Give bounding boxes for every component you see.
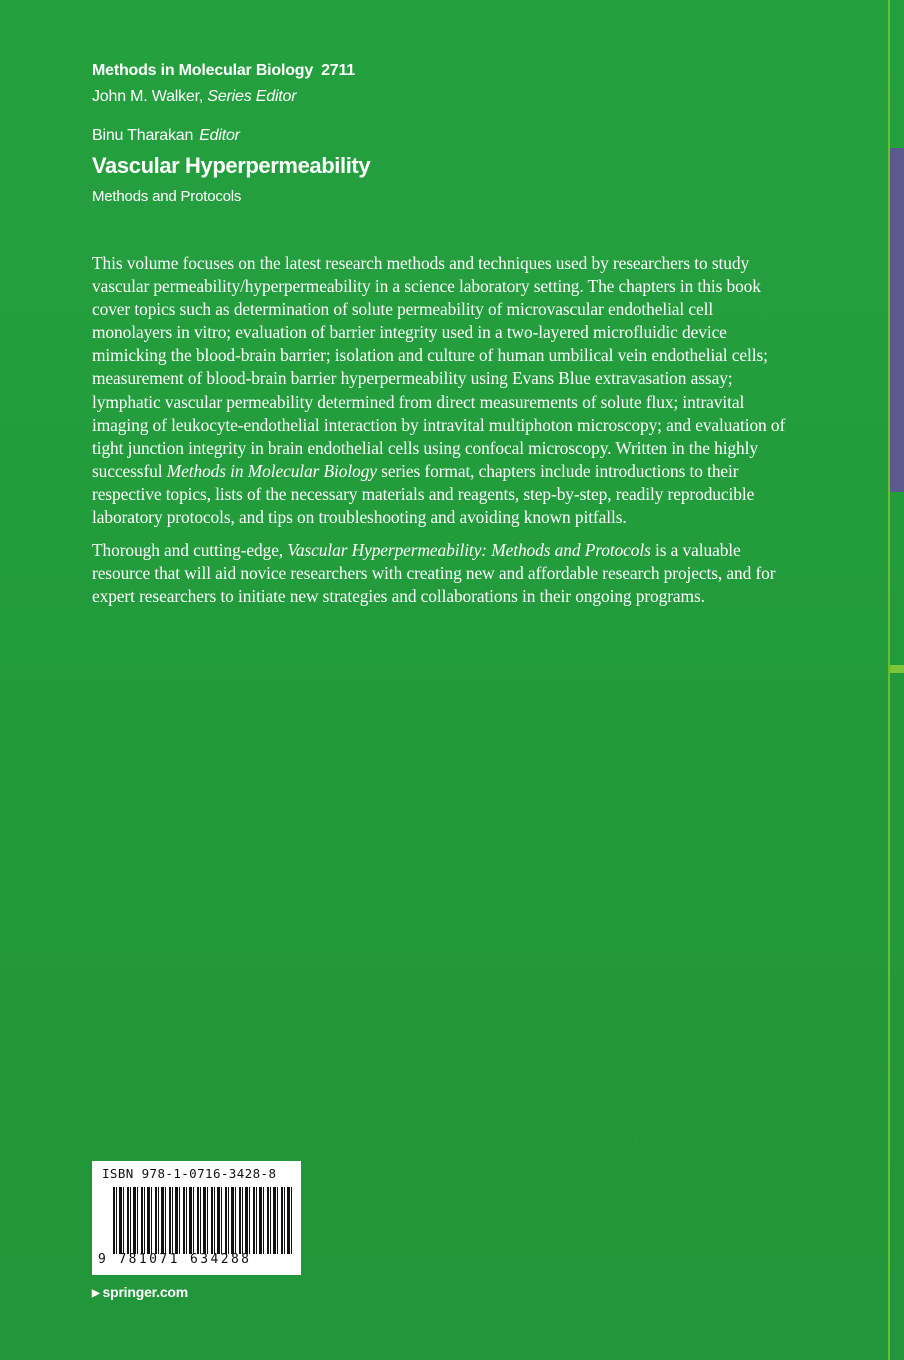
series-name-italic: Methods in Molecular Biology [166, 460, 377, 481]
barcode-digits: 9 781071 634288 [98, 1252, 252, 1267]
series-number: 2711 [321, 62, 356, 79]
isbn-barcode [92, 1161, 301, 1275]
series-name: Methods in Molecular Biology [92, 62, 314, 79]
book-title: Vascular Hyperpermeability [92, 153, 371, 178]
description-paragraph-2: Thorough and cutting-edge, Vascular Hyperpermeability: Methods and Protocols is a valuable resource that will aid novice researchers with creating new and affordable research projects, and for expert researchers to initiate new strategies and collaborations in their ongoing programs. [92, 540, 776, 607]
book-editor-name: Binu Tharakan [92, 127, 194, 144]
book-subtitle: Methods and Protocols [92, 188, 242, 205]
series-editor-name: John M. Walker, [92, 88, 204, 105]
series-title [92, 62, 355, 80]
triangle-right-icon: ▶ [92, 1288, 100, 1299]
book-editor-role: Editor [199, 127, 240, 144]
publisher-url: springer.com [102, 1284, 189, 1300]
book-editor [92, 127, 240, 145]
spine-accent-band [890, 665, 904, 673]
isbn-label: ISBN 978-1-0716-3428-8 [102, 1166, 277, 1181]
barcode-bars [113, 1187, 295, 1254]
series-editor-role: Series Editor [207, 88, 297, 105]
description-paragraph-1: This volume focuses on the latest research methods and techniques used by researchers to study vascular permeability/hyperpermeability in a science laboratory setting. The chapters in this book cover topics such as determination of solute permeability of microvascular endothelial cell monolayers in vitro; evaluation of barrier integrity used in a two-layered microfluidic device mimicking the blood-brain barrier; isolation and culture of human umbilical vein endothelial cells; measurement of blood-brain barrier hyperpermeability using Evans Blue extravasation assay; lymphatic vascular permeability determined from direct measurements of solute flux; intravital imaging of leukocyte-endothelial interaction by intravital multiphoton microscopy; and evaluation of tight junction integrity in brain endothelial cells using confocal microscopy. Written in the highly successful Methods in Molecular Biology series format, chapters include introductions to their respective topics, lists of the necessary materials and reagents, step-by-step, readily reproducible laboratory protocols, and tips on troubleshooting and avoiding known pitfalls. [92, 253, 786, 528]
description-text [92, 252, 792, 618]
spine-color-band [890, 148, 904, 492]
series-editor [92, 88, 296, 106]
book-title-italic: Vascular Hyperpermeability: Methods and Protocols [287, 540, 651, 561]
publisher-link[interactable] [92, 1284, 188, 1300]
